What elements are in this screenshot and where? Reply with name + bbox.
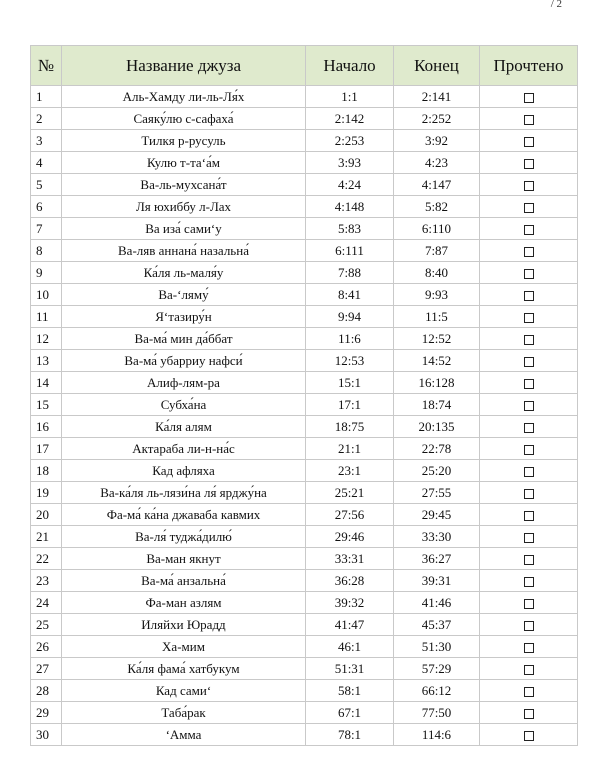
table-row (31, 482, 578, 504)
juz-number: 24 (31, 592, 62, 614)
juz-end: 29:45 (394, 504, 480, 526)
read-cell (480, 592, 578, 614)
juz-start: 6:111 (306, 240, 394, 262)
read-cell (480, 570, 578, 592)
read-checkbox[interactable] (524, 467, 534, 477)
juz-name: Ва-‘ляму́ (62, 284, 306, 306)
read-cell (480, 284, 578, 306)
read-cell (480, 416, 578, 438)
read-checkbox[interactable] (524, 423, 534, 433)
read-cell (480, 218, 578, 240)
read-cell (480, 614, 578, 636)
read-cell (480, 636, 578, 658)
juz-number: 13 (31, 350, 62, 372)
table-row (31, 306, 578, 328)
juz-start: 33:31 (306, 548, 394, 570)
table-row (31, 86, 578, 108)
juz-end: 2:141 (394, 86, 480, 108)
read-checkbox[interactable] (524, 335, 534, 345)
read-checkbox[interactable] (524, 291, 534, 301)
juz-number: 14 (31, 372, 62, 394)
read-checkbox[interactable] (524, 577, 534, 587)
juz-end: 7:87 (394, 240, 480, 262)
juz-number: 29 (31, 702, 62, 724)
juz-name: Ва-ма́ анзальна́ (62, 570, 306, 592)
juz-start: 12:53 (306, 350, 394, 372)
read-cell (480, 438, 578, 460)
juz-end: 77:50 (394, 702, 480, 724)
table-row (31, 130, 578, 152)
header-juz-name: Название джуза (62, 46, 306, 86)
table-row (31, 394, 578, 416)
read-cell (480, 482, 578, 504)
read-cell (480, 702, 578, 724)
juz-start: 4:148 (306, 196, 394, 218)
read-checkbox[interactable] (524, 621, 534, 631)
read-checkbox[interactable] (524, 357, 534, 367)
juz-number: 22 (31, 548, 62, 570)
juz-start: 7:88 (306, 262, 394, 284)
table-row (31, 218, 578, 240)
read-checkbox[interactable] (524, 159, 534, 169)
juz-start: 3:93 (306, 152, 394, 174)
juz-end: 57:29 (394, 658, 480, 680)
juz-end: 66:12 (394, 680, 480, 702)
juz-start: 2:142 (306, 108, 394, 130)
juz-start: 9:94 (306, 306, 394, 328)
juz-number: 20 (31, 504, 62, 526)
juz-number: 30 (31, 724, 62, 746)
juz-name: Я‘тазиру́н (62, 306, 306, 328)
read-checkbox[interactable] (524, 203, 534, 213)
read-checkbox[interactable] (524, 181, 534, 191)
read-cell (480, 196, 578, 218)
read-cell (480, 152, 578, 174)
read-cell (480, 526, 578, 548)
read-checkbox[interactable] (524, 313, 534, 323)
juz-number: 15 (31, 394, 62, 416)
read-checkbox[interactable] (524, 709, 534, 719)
juz-end: 4:147 (394, 174, 480, 196)
juz-start: 41:47 (306, 614, 394, 636)
juz-name: Фа-ман азлям (62, 592, 306, 614)
read-cell (480, 174, 578, 196)
juz-end: 114:6 (394, 724, 480, 746)
juz-end: 51:30 (394, 636, 480, 658)
juz-number: 4 (31, 152, 62, 174)
juz-name: Ва-ля́ туджа́дилю́ (62, 526, 306, 548)
read-cell (480, 658, 578, 680)
read-checkbox[interactable] (524, 269, 534, 279)
read-checkbox[interactable] (524, 137, 534, 147)
juz-start: 11:6 (306, 328, 394, 350)
read-cell (480, 262, 578, 284)
read-cell (480, 328, 578, 350)
juz-end: 33:30 (394, 526, 480, 548)
table-row (31, 548, 578, 570)
header-end: Конец (394, 46, 480, 86)
juz-start: 36:28 (306, 570, 394, 592)
read-cell (480, 372, 578, 394)
juz-end: 36:27 (394, 548, 480, 570)
juz-number: 23 (31, 570, 62, 592)
table-row (31, 262, 578, 284)
juz-name: Аль-Хамду ли-ль-Ля́х (62, 86, 306, 108)
read-checkbox[interactable] (524, 665, 534, 675)
juz-name: Ва-ляв аннана́ назальна́ (62, 240, 306, 262)
juz-start: 51:31 (306, 658, 394, 680)
juz-name: Кад сами‘ (62, 680, 306, 702)
juz-start: 78:1 (306, 724, 394, 746)
juz-name: Ка́ля алям (62, 416, 306, 438)
juz-name: Ка́ля ль-маля́у (62, 262, 306, 284)
juz-end: 2:252 (394, 108, 480, 130)
juz-end: 6:110 (394, 218, 480, 240)
juz-end: 3:92 (394, 130, 480, 152)
juz-name: Ля юхиббу л-Лах (62, 196, 306, 218)
read-checkbox[interactable] (524, 379, 534, 389)
table-row (31, 504, 578, 526)
juz-number: 7 (31, 218, 62, 240)
read-checkbox[interactable] (524, 687, 534, 697)
juz-number: 16 (31, 416, 62, 438)
read-cell (480, 240, 578, 262)
table-row (31, 284, 578, 306)
juz-number: 10 (31, 284, 62, 306)
juz-start: 23:1 (306, 460, 394, 482)
read-cell (480, 548, 578, 570)
table-row (31, 592, 578, 614)
table-row (31, 724, 578, 746)
read-cell (480, 350, 578, 372)
juz-start: 1:1 (306, 86, 394, 108)
juz-number: 18 (31, 460, 62, 482)
juz-end: 45:37 (394, 614, 480, 636)
read-checkbox[interactable] (524, 731, 534, 741)
table-row (31, 152, 578, 174)
table-header-row (31, 46, 578, 86)
juz-start: 67:1 (306, 702, 394, 724)
read-checkbox[interactable] (524, 599, 534, 609)
read-cell (480, 724, 578, 746)
juz-end: 12:52 (394, 328, 480, 350)
juz-end: 39:31 (394, 570, 480, 592)
table-row (31, 372, 578, 394)
juz-number: 25 (31, 614, 62, 636)
juz-end: 4:23 (394, 152, 480, 174)
juz-name: Ва-ка́ля ль-лязи́на ля́ ярджу́на (62, 482, 306, 504)
table-row (31, 416, 578, 438)
read-checkbox[interactable] (524, 445, 534, 455)
juz-end: 9:93 (394, 284, 480, 306)
table-row (31, 702, 578, 724)
juz-end: 22:78 (394, 438, 480, 460)
table-row (31, 658, 578, 680)
juz-start: 15:1 (306, 372, 394, 394)
juz-end: 18:74 (394, 394, 480, 416)
juz-number: 28 (31, 680, 62, 702)
read-cell (480, 504, 578, 526)
header-read: Прочтено (480, 46, 578, 86)
juz-start: 39:32 (306, 592, 394, 614)
juz-name: ‘Амма (62, 724, 306, 746)
juz-number: 27 (31, 658, 62, 680)
table-row (31, 636, 578, 658)
juz-number: 26 (31, 636, 62, 658)
juz-number: 12 (31, 328, 62, 350)
juz-name: Ва-ма́ убарриу нафси́ (62, 350, 306, 372)
juz-number: 21 (31, 526, 62, 548)
juz-name: Субха́на (62, 394, 306, 416)
header-start: Начало (306, 46, 394, 86)
juz-number: 17 (31, 438, 62, 460)
juz-start: 4:24 (306, 174, 394, 196)
read-checkbox[interactable] (524, 401, 534, 411)
juz-start: 46:1 (306, 636, 394, 658)
juz-start: 29:46 (306, 526, 394, 548)
juz-number: 1 (31, 86, 62, 108)
juz-number: 8 (31, 240, 62, 262)
read-checkbox[interactable] (524, 489, 534, 499)
read-checkbox[interactable] (524, 225, 534, 235)
juz-name: Фа-ма́ ка́на джаваба кавмих (62, 504, 306, 526)
juz-start: 58:1 (306, 680, 394, 702)
table-row (31, 350, 578, 372)
juz-start: 25:21 (306, 482, 394, 504)
juz-end: 25:20 (394, 460, 480, 482)
juz-number: 11 (31, 306, 62, 328)
juz-number: 2 (31, 108, 62, 130)
table-row (31, 240, 578, 262)
juz-name: Кад афляха (62, 460, 306, 482)
juz-end: 41:46 (394, 592, 480, 614)
read-cell (480, 460, 578, 482)
juz-name: Иляйхи Юрадд (62, 614, 306, 636)
read-checkbox[interactable] (524, 555, 534, 565)
read-cell (480, 108, 578, 130)
juz-name: Ка́ля фама́ хатбукум (62, 658, 306, 680)
page-number-fragment: / 2 (550, 0, 562, 10)
juz-name: Ва иза́ сами‘у (62, 218, 306, 240)
read-cell (480, 680, 578, 702)
read-cell (480, 394, 578, 416)
juz-start: 18:75 (306, 416, 394, 438)
read-checkbox[interactable] (524, 533, 534, 543)
table-row (31, 328, 578, 350)
read-cell (480, 306, 578, 328)
juz-end: 8:40 (394, 262, 480, 284)
juz-name: Актараба ли-н-на́с (62, 438, 306, 460)
read-checkbox[interactable] (524, 247, 534, 257)
juz-name: Саяку́лю с-сафаха́ (62, 108, 306, 130)
juz-start: 27:56 (306, 504, 394, 526)
juz-start: 2:253 (306, 130, 394, 152)
table-row (31, 680, 578, 702)
juz-number: 6 (31, 196, 62, 218)
read-cell (480, 130, 578, 152)
juz-number: 5 (31, 174, 62, 196)
juz-start: 21:1 (306, 438, 394, 460)
table-row (31, 196, 578, 218)
table-row (31, 108, 578, 130)
read-checkbox[interactable] (524, 93, 534, 103)
juz-name: Кулю т-та‘а́м (62, 152, 306, 174)
juz-name: Таба́рак (62, 702, 306, 724)
juz-start: 5:83 (306, 218, 394, 240)
juz-number: 9 (31, 262, 62, 284)
juz-end: 27:55 (394, 482, 480, 504)
juz-start: 8:41 (306, 284, 394, 306)
juz-number: 19 (31, 482, 62, 504)
juz-end: 20:135 (394, 416, 480, 438)
juz-name: Тилкя р-русуль (62, 130, 306, 152)
juz-name: Алиф-лям-ра (62, 372, 306, 394)
read-checkbox[interactable] (524, 115, 534, 125)
header-number: № (31, 46, 62, 86)
read-cell (480, 86, 578, 108)
juz-name: Ва-ман якнут (62, 548, 306, 570)
table-row (31, 526, 578, 548)
juz-end: 14:52 (394, 350, 480, 372)
juz-name: Ха-мим (62, 636, 306, 658)
juz-end: 11:5 (394, 306, 480, 328)
table-row (31, 614, 578, 636)
table-row (31, 174, 578, 196)
juz-number: 3 (31, 130, 62, 152)
read-checkbox[interactable] (524, 643, 534, 653)
juz-table (30, 45, 578, 746)
table-row (31, 460, 578, 482)
juz-end: 5:82 (394, 196, 480, 218)
table-row (31, 438, 578, 460)
juz-name: Ва-ма́ мин да́ббат (62, 328, 306, 350)
table-row (31, 570, 578, 592)
juz-end: 16:128 (394, 372, 480, 394)
juz-name: Ва-ль-мухсана́т (62, 174, 306, 196)
juz-start: 17:1 (306, 394, 394, 416)
read-checkbox[interactable] (524, 511, 534, 521)
